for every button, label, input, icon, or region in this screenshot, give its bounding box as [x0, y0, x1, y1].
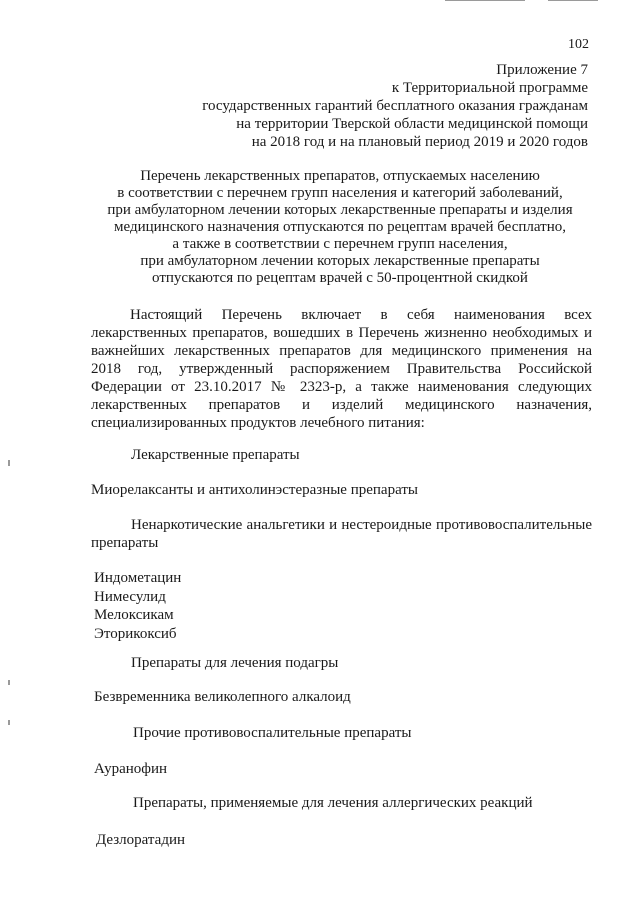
gout-drug: Безвременника великолепного алкалоид: [94, 689, 351, 705]
scan-artifact: [8, 680, 10, 685]
appendix-line: на 2018 год и на плановый период 2019 и 2020 годов: [251, 134, 588, 150]
list-item: Индометацин: [94, 570, 182, 586]
title-line: Перечень лекарственных препаратов, отпускаемых населению: [140, 168, 540, 184]
title-line: а также в соответствии с перечнем групп населения,: [172, 236, 508, 252]
antiinflammatory-heading: Прочие противовоспалительные препараты: [133, 725, 412, 741]
list-item: Эторикоксиб: [94, 625, 177, 642]
title-line: медицинского назначения отпускаются по рецептам врачей бесплатно,: [114, 219, 566, 235]
allergy-heading: Препараты, применяемые для лечения аллергических реакций: [133, 795, 533, 811]
title-line: при амбулаторном лечении которых лекарственные препараты: [140, 253, 540, 269]
scan-artifact: [8, 460, 10, 466]
appendix-line: Приложение 7: [496, 62, 588, 78]
document-title: [90, 168, 590, 287]
allergy-drug: Дезлоратадин: [96, 832, 186, 848]
appendix-line: к Территориальной программе: [391, 80, 588, 96]
intro-paragraph: Настоящий Перечень включает в себя наименования всех лекарственных препаратов, вошедших в Перечень жизненно необходимых и важнейших лекарственных препаратов для медицинского применения на 2018 год, утвержденный распоряжением Правительства Российской Федерации от 23.10.2017 № 2323-р, а также наименования следующих лекарственных препаратов и изделий медицинского назначения, специализированных продуктов лечебного питания:: [91, 307, 592, 431]
nsaid-heading: Ненаркотические анальгетики и нестероидные противовоспалительные препараты: [91, 517, 592, 551]
appendix-line: государственных гарантий бесплатного оказания гражданам: [202, 98, 588, 114]
nsaid-drug-list: [94, 569, 181, 643]
appendix-line: на территории Тверской области медицинской помощи: [236, 116, 588, 132]
page-number: 102: [568, 37, 589, 52]
appendix-header: [202, 61, 588, 151]
gout-heading: Препараты для лечения подагры: [131, 655, 339, 671]
scan-artifact: [445, 0, 525, 1]
scan-artifact: [548, 0, 598, 1]
title-line: при амбулаторном лечении которых лекарственные препараты и изделия: [107, 202, 573, 218]
title-line: в соответствии с перечнем групп населения и категорий заболеваний,: [117, 185, 563, 201]
list-item: Нимесулид: [94, 588, 166, 605]
muscle-relaxants-heading: Миорелаксанты и антихолинэстеразные препараты: [91, 482, 418, 498]
drugs-heading: Лекарственные препараты: [131, 447, 300, 463]
list-item: Мелоксикам: [94, 607, 174, 623]
scan-artifact: [8, 720, 10, 725]
antiinflammatory-drug: Ауранофин: [94, 761, 168, 777]
title-line: отпускаются по рецептам врачей с 50-процентной скидкой: [152, 270, 528, 286]
